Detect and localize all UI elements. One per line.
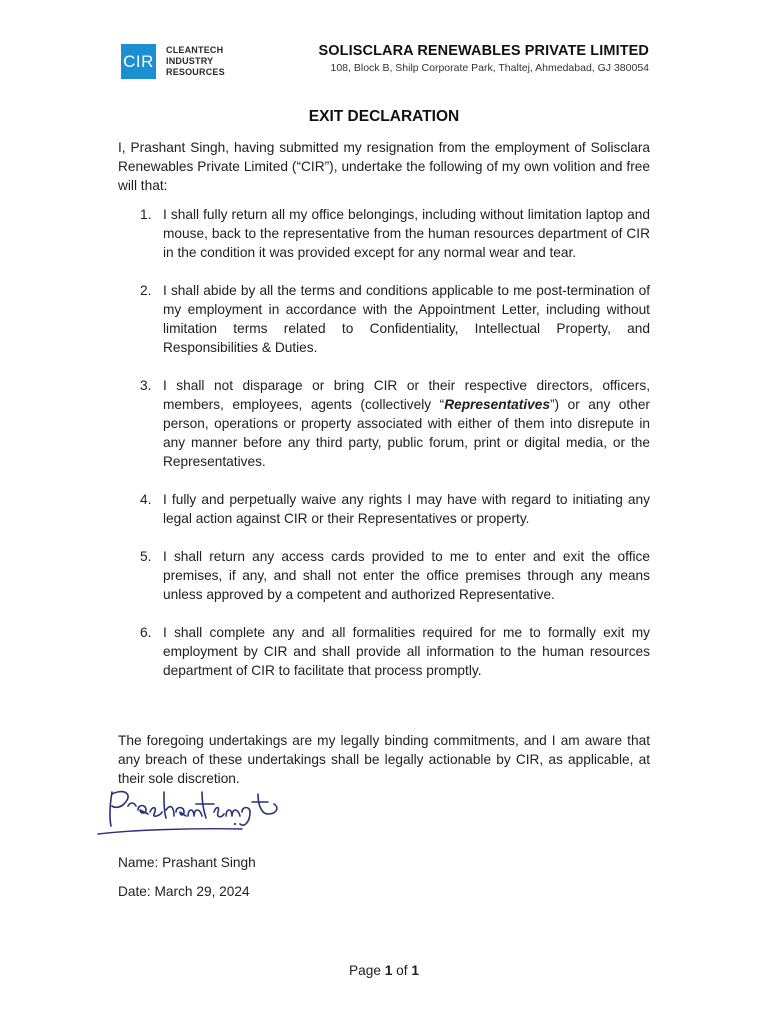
list-item: [118, 376, 650, 471]
logo-line-1: CLEANTECH: [166, 45, 224, 55]
list-number: 3.: [140, 378, 152, 393]
list-item-text: I shall return any access cards provided to me to enter and exit the office premises, if any, and shall not enter the office premises through any means unless approved by a competent and authorized Representative.: [163, 549, 650, 602]
undertakings-list: [118, 205, 650, 699]
list-number: 2.: [140, 283, 152, 298]
list-item: [118, 205, 650, 262]
page-total: 1: [411, 963, 420, 978]
company-name: SOLISCLARA RENEWABLES PRIVATE LIMITED: [318, 43, 649, 59]
page-label: Page: [348, 963, 385, 978]
list-item-text-after: ”) or any other person, operations or property associated with either of them into disrepute in any manner before any third party, public forum, print or digital media, or the Representatives.: [163, 397, 650, 469]
logo-wordmark: [166, 45, 225, 78]
company-logo: [121, 44, 225, 79]
list-item-text: I shall fully return all my office belongings, including without limitation laptop and mouse, back to the representative from the human resources department of CIR in the condition it was provided except for any normal wear and tear.: [163, 207, 650, 260]
document-title: EXIT DECLARATION: [308, 108, 460, 125]
defined-term: Representatives: [444, 397, 550, 412]
list-item: [118, 547, 650, 604]
list-number: 6.: [140, 625, 152, 640]
signatory-name: Name: Prashant Singh: [118, 855, 256, 870]
handwritten-signature: [90, 782, 290, 844]
list-number: 5.: [140, 549, 152, 564]
page-current: 1: [384, 963, 393, 978]
list-item: [118, 281, 650, 357]
list-number: 4.: [140, 492, 152, 507]
closing-paragraph: The foregoing undertakings are my legally binding commitments, and I am aware that any breach of these undertakings shall be legally actionable by CIR, as applicable, at their sole discretion.: [118, 733, 650, 786]
list-item-text: I fully and perpetually waive any rights I may have with regard to initiating any legal action against CIR or their Representatives or property.: [163, 492, 650, 526]
list-item-text-before: I shall not disparage or bring CIR or their respective directors, officers, members, employees, agents (collectively “: [163, 378, 650, 412]
list-item: [118, 490, 650, 528]
list-item: [118, 623, 650, 680]
letterhead: [319, 43, 650, 74]
intro-paragraph: I, Prashant Singh, having submitted my resignation from the employment of Solisclara Renewables Private Limited (“CIR”), undertake the following of my own volition and free will that:: [118, 140, 650, 193]
logo-line-3: RESOURCES: [166, 67, 225, 77]
page-of-label: of: [392, 963, 412, 978]
list-item-text: [163, 378, 650, 469]
list-item-text: I shall abide by all the terms and conditions applicable to me post-termination of my employment in accordance with the Appointment Letter, including without limitation terms related to Confidentiality, Intellectual Property, and Responsibilities & Duties.: [163, 283, 650, 355]
list-number: 1.: [140, 207, 152, 222]
logo-mark: CIR: [121, 44, 156, 79]
company-address: 108, Block B, Shilp Corporate Park, Thaltej, Ahmedabad, GJ 380054: [330, 62, 649, 74]
declaration-date: Date: March 29, 2024: [118, 884, 250, 899]
page-footer: [0, 963, 768, 978]
list-item-text: I shall complete any and all formalities required for me to formally exit my employment by CIR and shall provide all information to the human resources department of CIR to facilitate that process promptly.: [163, 625, 650, 678]
logo-line-2: INDUSTRY: [166, 56, 214, 66]
